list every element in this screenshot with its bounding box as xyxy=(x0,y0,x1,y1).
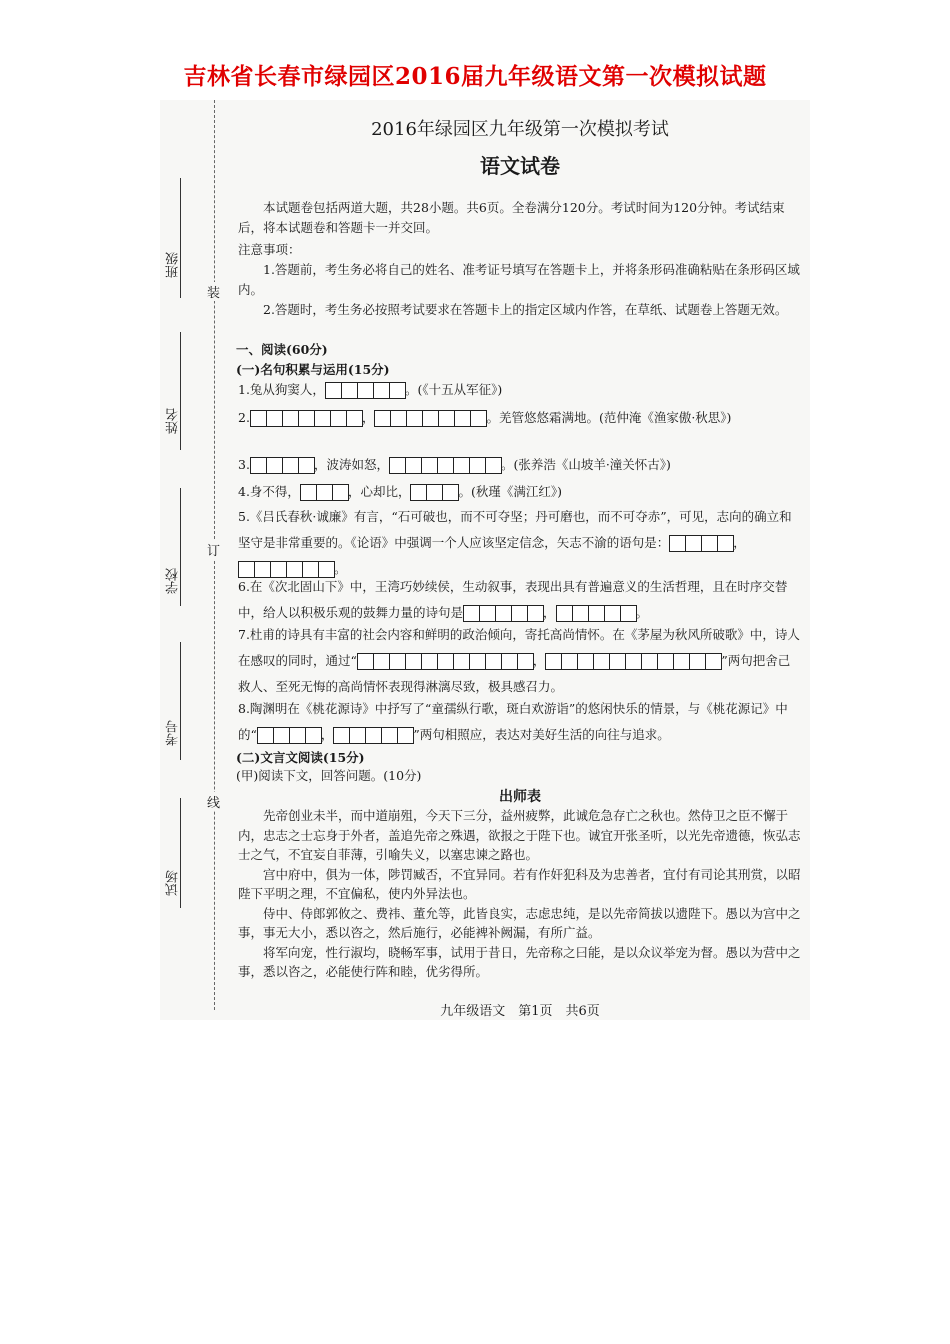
answer-boxes[interactable] xyxy=(669,530,733,556)
room-field-label: 试场 xyxy=(166,870,181,896)
passage-body xyxy=(238,806,802,982)
subsection-quotes-heading: (一)名句积累与运用(15分) xyxy=(236,362,390,377)
section-reading-heading: 一、阅读(60分) xyxy=(236,342,328,357)
question-6: 6.在《次北固山下》中，王湾巧妙续侯，生动叙事，表现出具有普遍意义的生活哲理，且在时序交替中，给人以积极乐观的鼓舞力量的诗句是 ， 。 xyxy=(238,574,802,626)
answer-boxes[interactable] xyxy=(333,722,413,748)
answer-boxes[interactable] xyxy=(250,405,362,431)
passage-paragraph: 宫中府中，俱为一体，陟罚臧否，不宜异同。若有作奸犯科及为忠善者，宜付有司论其刑赏，以昭陛下平明之理，不宜偏私，使内外异法也。 xyxy=(238,866,801,901)
notice-heading: 注意事项： xyxy=(238,242,301,257)
document-banner-title: 吉林省长春市绿园区2016届九年级语文第一次模拟试题 xyxy=(183,63,767,90)
question-1: 1.兔从狗窦人， 。(《十五从军征》) xyxy=(238,377,802,403)
binding-char-xian: 线 xyxy=(207,792,220,811)
subsection-classical-heading: (二)文言文阅读(15分) xyxy=(236,750,365,765)
binding-char-ding: 订 xyxy=(207,540,220,559)
page-footer: 九年级语文 第1页 共6页 xyxy=(440,1004,600,1019)
intro-paragraph: 本试题卷包括两道大题，共28小题。共6页。全卷满分120分。考试时间为120分钟。考试结束后，将本试题卷和答题卡一并交回。 xyxy=(238,200,785,235)
answer-boxes[interactable] xyxy=(325,377,405,403)
class-field-line xyxy=(180,178,181,298)
class-field-label: 班级 xyxy=(166,252,181,278)
answer-boxes[interactable] xyxy=(357,648,533,674)
answer-boxes[interactable] xyxy=(545,648,721,674)
passage-paragraph: 将军向宠，性行淑均，晓畅军事，试用于昔日，先帝称之曰能，是以众议举宠为督。愚以为营中之事，悉以咨之，必能使行阵和睦，优劣得所。 xyxy=(238,944,801,979)
question-4: 4.身不得， ，心却比， 。(秋瑾《满江红》) xyxy=(238,479,802,505)
binding-char-zhuang: 装 xyxy=(207,282,220,301)
notice-item-1: 1.答题前，考生务必将自己的姓名、准考证号填写在答题卡上，并将条形码准确粘贴在条形码区域内。 xyxy=(238,262,800,297)
exam-title: 2016年绿园区九年级第一次模拟考试 xyxy=(371,119,669,140)
passage-paragraph: 先帝创业未半，而中道崩殂，今天下三分，益州疲弊，此诚危急存亡之秋也。然侍卫之臣不懈于内，忠志之士忘身于外者，盖追先帝之殊遇，欲报之于陛下也。诚宜开张圣听，以光先帝遗德，恢弘志士之气，不宜妄自菲薄，引喻失义，以塞忠谏之路也。 xyxy=(238,808,801,862)
exam-number-field-label: 考号 xyxy=(166,720,181,746)
part-a-instruction: (甲)阅读下文，回答问题。(10分) xyxy=(236,768,422,783)
question-2: 2. ， 。羌管悠悠霜满地。(范仲淹《渔家傲·秋思》) xyxy=(238,405,802,431)
school-field-label: 学校 xyxy=(166,568,181,594)
answer-boxes[interactable] xyxy=(374,405,486,431)
answer-boxes[interactable] xyxy=(410,479,458,505)
paper-title: 语文试卷 xyxy=(480,154,560,178)
passage-title: 出师表 xyxy=(499,789,541,805)
question-5: 5.《吕氏春秋·诚廉》有言，“石可破也，而不可夺坚；丹可磨也，而不可夺赤”，可见，志向的确立和坚守是非常重要的。《论语》中强调一个人应该坚定信念，矢志不渝的语句是： ，。 xyxy=(238,504,802,582)
answer-boxes[interactable] xyxy=(257,722,321,748)
answer-boxes[interactable] xyxy=(250,452,314,478)
passage-paragraph: 侍中、侍郎郭攸之、费祎、董允等，此皆良实，志虑忠纯，是以先帝简拔以遗陛下。愚以为宫中之事，事无大小，悉以咨之，然后施行，必能裨补阙漏，有所广益。 xyxy=(238,905,801,940)
question-3: 3. ，波涛如怒， 。(张养浩《山坡羊·潼关怀古》) xyxy=(238,452,802,478)
answer-boxes[interactable] xyxy=(389,452,501,478)
question-8: 8.陶渊明在《桃花源诗》中抒写了“童孺纵行歌，斑白欢游诣”的悠闲快乐的情景，与《桃花源记》中的“ ， ”两句相照应，表达对美好生活的向往与追求。 xyxy=(238,696,802,748)
answer-boxes[interactable] xyxy=(300,479,348,505)
question-7: 7.杜甫的诗具有丰富的社会内容和鲜明的政治倾向，寄托高尚情怀。在《茅屋为秋风所破歌》中，诗人在感叹的同时，通过“ ， ”两句把舍己救人、至死无悔的高尚情怀表现得淋漓尽致，极具感召力。 xyxy=(238,627,800,694)
notice-item-2: 2.答题时，考生务必按照考试要求在答题卡上的指定区域内作答，在草纸、试题卷上答题无效。 xyxy=(263,302,788,317)
name-field-label: 姓名 xyxy=(166,408,181,434)
